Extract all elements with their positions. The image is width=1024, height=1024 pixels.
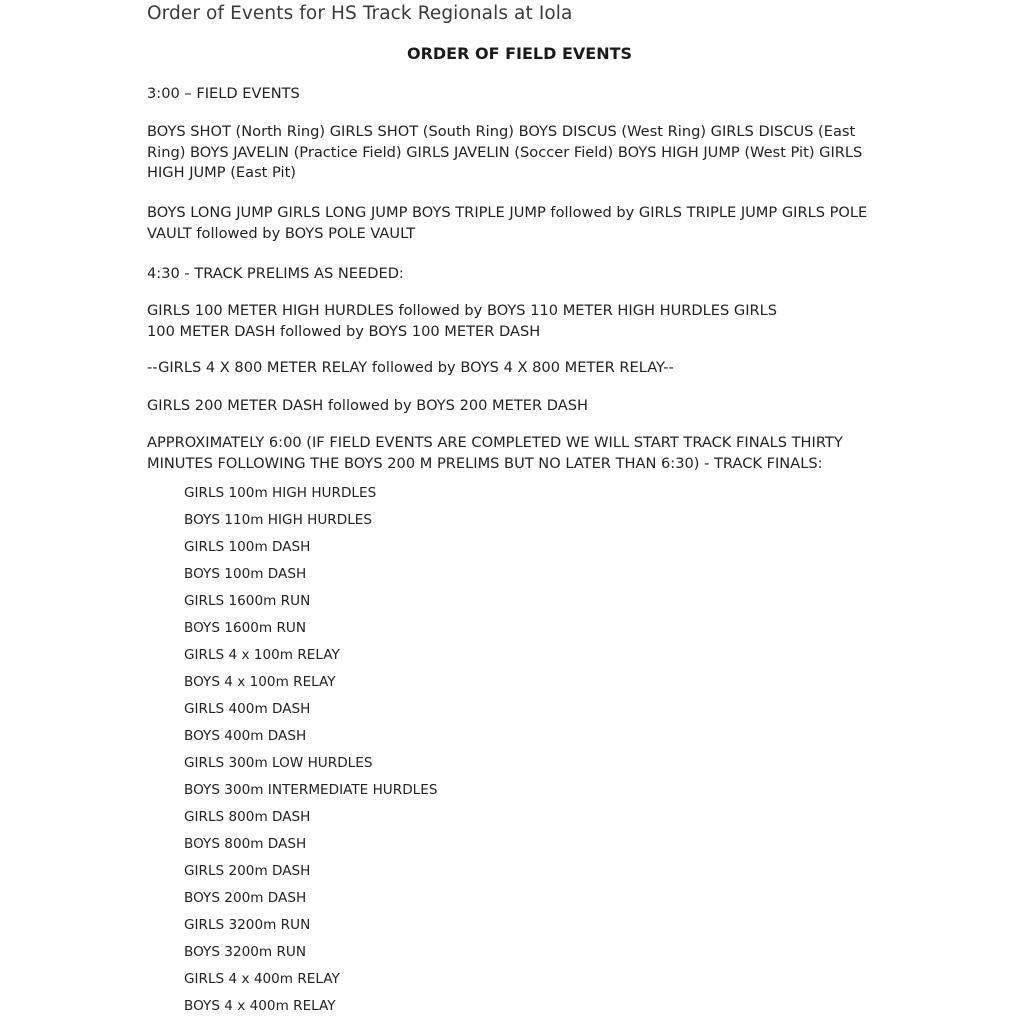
field-throws-paragraph: BOYS SHOT (North Ring) GIRLS SHOT (South Ring) BOYS DISCUS (West Ring) GIRLS DISCUS (East Ring) BOYS JAVELIN (Practice Field) GIRLS JAVELIN (Soccer Field) BOYS HIGH JUMP (West Pit) GIRLS HIGH JUMP (East Pit) <box>147 123 863 181</box>
document-title: Order of Events for HS Track Regionals at Iola <box>147 3 573 24</box>
list-item: BOYS 100m DASH <box>184 566 307 582</box>
list-item: GIRLS 4 x 100m RELAY <box>184 647 340 663</box>
prelims-time: 4:30 - TRACK PRELIMS AS NEEDED: <box>147 265 404 282</box>
list-item: GIRLS 100m DASH <box>184 539 311 555</box>
field-jumps-paragraph: BOYS LONG JUMP GIRLS LONG JUMP BOYS TRIPLE JUMP followed by GIRLS TRIPLE JUMP GIRLS POLE VAULT followed by BOYS POLE VAULT <box>147 204 868 242</box>
list-item: BOYS 1600m RUN <box>184 620 307 636</box>
field-events-time: 3:00 – FIELD EVENTS <box>147 85 300 102</box>
list-item: BOYS 3200m RUN <box>184 944 307 960</box>
list-item: BOYS 110m HIGH HURDLES <box>184 512 372 528</box>
list-item: BOYS 4 x 400m RELAY <box>184 998 336 1014</box>
list-item: BOYS 4 x 100m RELAY <box>184 674 336 690</box>
list-item: GIRLS 300m LOW HURDLES <box>184 755 373 771</box>
prelims-hurdles-dash-paragraph: GIRLS 100 METER HIGH HURDLES followed by BOYS 110 METER HIGH HURDLES GIRLS 100 METER DASH followed by BOYS 100 METER DASH <box>147 302 778 340</box>
list-item: BOYS 300m INTERMEDIATE HURDLES <box>184 782 438 798</box>
list-item: BOYS 200m DASH <box>184 890 307 906</box>
list-item: GIRLS 100m HIGH HURDLES <box>184 485 377 501</box>
prelims-200-paragraph: GIRLS 200 METER DASH followed by BOYS 200 METER DASH <box>147 397 588 414</box>
list-item: GIRLS 4 x 400m RELAY <box>184 971 340 987</box>
list-item: BOYS 800m DASH <box>184 836 307 852</box>
list-item: BOYS 400m DASH <box>184 728 307 744</box>
finals-note-paragraph: APPROXIMATELY 6:00 (IF FIELD EVENTS ARE COMPLETED WE WILL START TRACK FINALS THIRTY MINUTES FOLLOWING THE BOYS 200 M PRELIMS BUT NO LATER THAN 6:30) - TRACK FINALS: <box>147 434 843 472</box>
list-item: GIRLS 3200m RUN <box>184 917 311 933</box>
list-item: GIRLS 800m DASH <box>184 809 311 825</box>
list-item: GIRLS 200m DASH <box>184 863 311 879</box>
track-finals-list <box>184 483 437 1023</box>
list-item: GIRLS 1600m RUN <box>184 593 311 609</box>
prelims-relay-paragraph: --GIRLS 4 X 800 METER RELAY followed by BOYS 4 X 800 METER RELAY-- <box>147 359 674 376</box>
field-events-heading: ORDER OF FIELD EVENTS <box>406 44 633 63</box>
list-item: GIRLS 400m DASH <box>184 701 311 717</box>
